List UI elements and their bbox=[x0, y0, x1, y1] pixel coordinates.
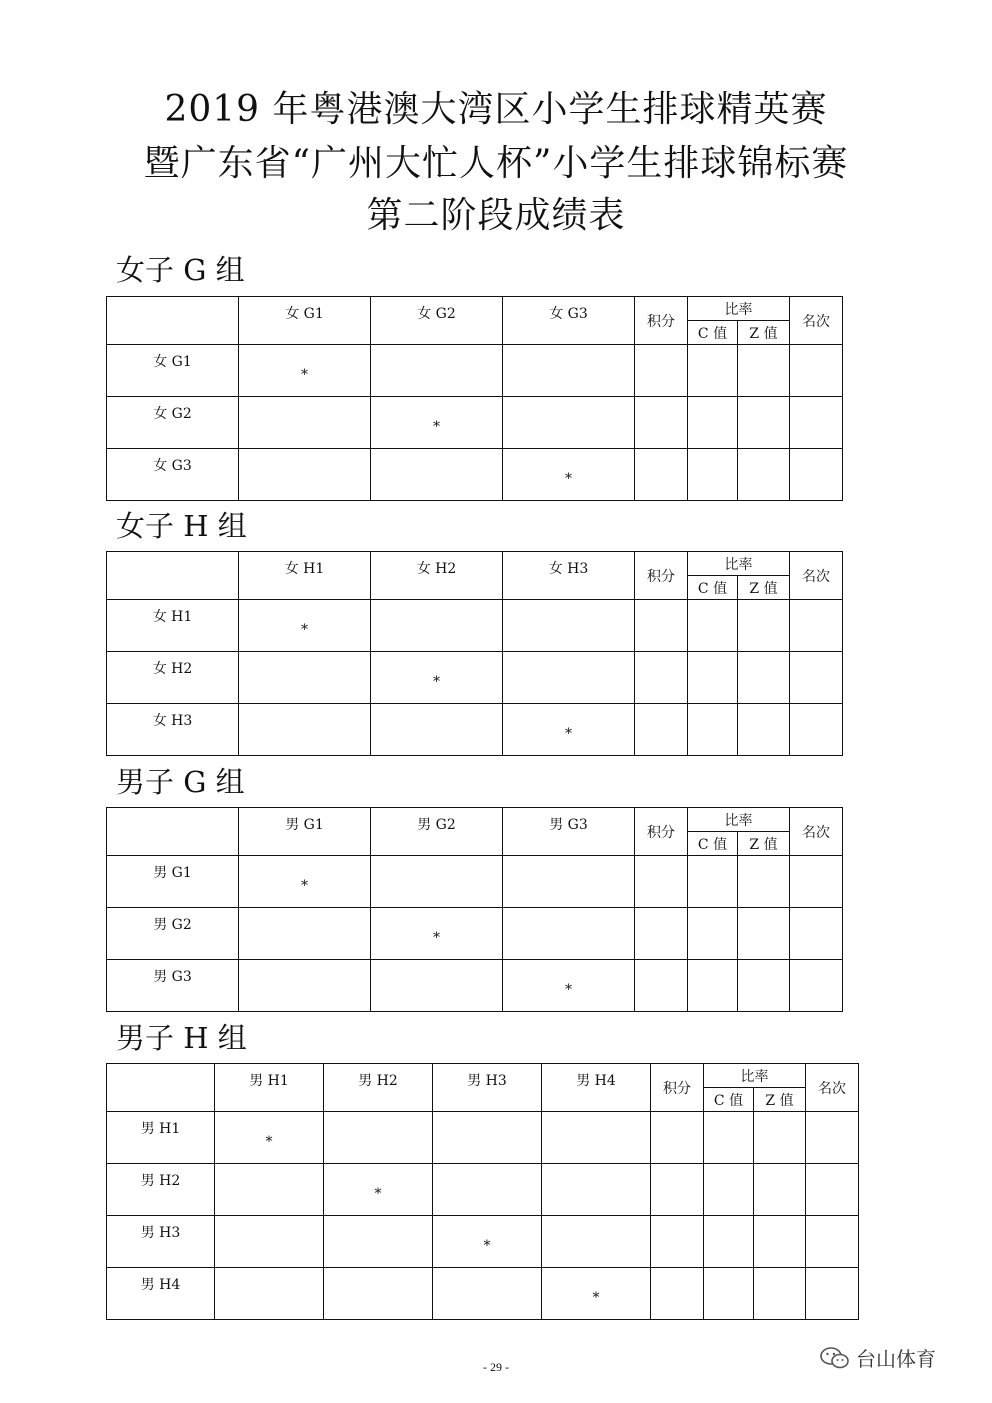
watermark bbox=[820, 1343, 936, 1372]
score-table bbox=[106, 807, 843, 1012]
score-cell bbox=[215, 1164, 324, 1216]
score-cell bbox=[503, 397, 635, 449]
z-value-cell bbox=[738, 704, 790, 756]
group-title: 男子 H 组 bbox=[116, 1021, 247, 1055]
c-value-cell bbox=[704, 1164, 754, 1216]
c-value-header: C 值 bbox=[688, 832, 738, 856]
column-header-team: 男 H1 bbox=[215, 1064, 324, 1112]
c-value-header: C 值 bbox=[688, 576, 738, 600]
rank-cell bbox=[806, 1112, 859, 1164]
column-header-team: 男 H2 bbox=[324, 1064, 433, 1112]
z-value-cell bbox=[738, 345, 790, 397]
self-match-mark: * bbox=[503, 960, 635, 1012]
group-title: 女子 G 组 bbox=[116, 253, 245, 287]
score-cell bbox=[503, 856, 635, 908]
wechat-icon bbox=[820, 1346, 850, 1370]
column-header-team: 女 G1 bbox=[239, 297, 371, 345]
score-cell bbox=[239, 397, 371, 449]
corner-cell bbox=[107, 552, 239, 600]
rank-cell bbox=[790, 908, 843, 960]
c-value-cell bbox=[704, 1216, 754, 1268]
page-number: - 29 - bbox=[483, 1360, 509, 1374]
rank-cell bbox=[790, 960, 843, 1012]
row-header-team: 男 G2 bbox=[107, 908, 239, 960]
c-value-cell bbox=[688, 397, 738, 449]
points-cell bbox=[635, 908, 688, 960]
points-cell bbox=[635, 397, 688, 449]
ratio-header: 比率 bbox=[688, 808, 790, 832]
c-value-header: C 值 bbox=[688, 321, 738, 345]
rank-header: 名次 bbox=[790, 808, 843, 856]
points-cell bbox=[651, 1216, 704, 1268]
score-cell bbox=[371, 449, 503, 501]
row-header-team: 女 G3 bbox=[107, 449, 239, 501]
table-row bbox=[107, 1164, 859, 1216]
row-header-team: 男 H2 bbox=[107, 1164, 215, 1216]
points-header: 积分 bbox=[635, 297, 688, 345]
score-cell bbox=[503, 908, 635, 960]
row-header-team: 男 H3 bbox=[107, 1216, 215, 1268]
score-cell bbox=[371, 856, 503, 908]
score-cell bbox=[324, 1268, 433, 1320]
table-row bbox=[107, 1112, 859, 1164]
row-header-team: 女 G1 bbox=[107, 345, 239, 397]
z-value-cell bbox=[738, 856, 790, 908]
row-header-team: 女 G2 bbox=[107, 397, 239, 449]
table-row bbox=[107, 856, 843, 908]
column-header-team: 男 G2 bbox=[371, 808, 503, 856]
row-header-team: 男 G3 bbox=[107, 960, 239, 1012]
score-cell bbox=[433, 1164, 542, 1216]
rank-cell bbox=[790, 856, 843, 908]
column-header-team: 女 H2 bbox=[371, 552, 503, 600]
row-header-team: 女 H3 bbox=[107, 704, 239, 756]
score-cell bbox=[542, 1164, 651, 1216]
rank-cell bbox=[790, 397, 843, 449]
column-header-team: 女 G2 bbox=[371, 297, 503, 345]
rank-cell bbox=[806, 1216, 859, 1268]
c-value-cell bbox=[688, 345, 738, 397]
z-value-cell bbox=[738, 449, 790, 501]
self-match-mark: * bbox=[215, 1112, 324, 1164]
rank-cell bbox=[790, 600, 843, 652]
table-row bbox=[107, 397, 843, 449]
c-value-cell bbox=[688, 908, 738, 960]
z-value-header: Z 值 bbox=[754, 1088, 806, 1112]
self-match-mark: * bbox=[239, 345, 371, 397]
score-cell bbox=[324, 1216, 433, 1268]
c-value-cell bbox=[688, 600, 738, 652]
group-title: 女子 H 组 bbox=[116, 509, 247, 543]
self-match-mark: * bbox=[433, 1216, 542, 1268]
title-line-3: 第二阶段成绩表 bbox=[366, 195, 626, 236]
score-cell bbox=[215, 1216, 324, 1268]
c-value-cell bbox=[704, 1268, 754, 1320]
header-row bbox=[107, 552, 843, 576]
z-value-header: Z 值 bbox=[738, 832, 790, 856]
self-match-mark: * bbox=[371, 652, 503, 704]
z-value-header: Z 值 bbox=[738, 576, 790, 600]
table-row bbox=[107, 1268, 859, 1320]
c-value-cell bbox=[688, 960, 738, 1012]
c-value-cell bbox=[688, 652, 738, 704]
z-value-cell bbox=[738, 397, 790, 449]
score-table bbox=[106, 296, 843, 501]
z-value-cell bbox=[754, 1112, 806, 1164]
score-cell bbox=[215, 1268, 324, 1320]
row-header-team: 男 H1 bbox=[107, 1112, 215, 1164]
header-row bbox=[107, 1064, 859, 1088]
rank-header: 名次 bbox=[790, 552, 843, 600]
score-table bbox=[106, 1063, 859, 1320]
corner-cell bbox=[107, 297, 239, 345]
points-header: 积分 bbox=[635, 808, 688, 856]
group-title: 男子 G 组 bbox=[116, 765, 245, 799]
score-table bbox=[106, 551, 843, 756]
score-cell bbox=[371, 345, 503, 397]
score-cell bbox=[239, 960, 371, 1012]
points-cell bbox=[635, 704, 688, 756]
score-cell bbox=[239, 704, 371, 756]
score-cell bbox=[239, 908, 371, 960]
score-cell bbox=[542, 1216, 651, 1268]
rank-cell bbox=[790, 704, 843, 756]
score-cell bbox=[503, 600, 635, 652]
column-header-team: 男 G3 bbox=[503, 808, 635, 856]
header-row bbox=[107, 297, 843, 321]
z-value-cell bbox=[738, 960, 790, 1012]
z-value-cell bbox=[738, 908, 790, 960]
rank-cell bbox=[790, 449, 843, 501]
points-cell bbox=[635, 960, 688, 1012]
self-match-mark: * bbox=[371, 397, 503, 449]
z-value-cell bbox=[754, 1268, 806, 1320]
score-cell bbox=[542, 1112, 651, 1164]
rank-cell bbox=[806, 1164, 859, 1216]
self-match-mark: * bbox=[503, 449, 635, 501]
row-header-team: 女 H2 bbox=[107, 652, 239, 704]
c-value-cell bbox=[688, 704, 738, 756]
header-row bbox=[107, 808, 843, 832]
score-cell bbox=[324, 1112, 433, 1164]
ratio-header: 比率 bbox=[704, 1064, 806, 1088]
z-value-cell bbox=[754, 1164, 806, 1216]
corner-cell bbox=[107, 1064, 215, 1112]
score-cell bbox=[371, 704, 503, 756]
self-match-mark: * bbox=[503, 704, 635, 756]
row-header-team: 女 H1 bbox=[107, 600, 239, 652]
points-header: 积分 bbox=[635, 552, 688, 600]
column-header-team: 男 H4 bbox=[542, 1064, 651, 1112]
c-value-cell bbox=[704, 1112, 754, 1164]
self-match-mark: * bbox=[542, 1268, 651, 1320]
z-value-cell bbox=[738, 652, 790, 704]
self-match-mark: * bbox=[239, 600, 371, 652]
table-row bbox=[107, 960, 843, 1012]
ratio-header: 比率 bbox=[688, 552, 790, 576]
points-cell bbox=[651, 1112, 704, 1164]
score-cell bbox=[239, 449, 371, 501]
rank-header: 名次 bbox=[790, 297, 843, 345]
c-value-header: C 值 bbox=[704, 1088, 754, 1112]
c-value-cell bbox=[688, 449, 738, 501]
column-header-team: 男 G1 bbox=[239, 808, 371, 856]
score-cell bbox=[371, 600, 503, 652]
points-cell bbox=[635, 856, 688, 908]
score-cell bbox=[433, 1268, 542, 1320]
corner-cell bbox=[107, 808, 239, 856]
table-row bbox=[107, 600, 843, 652]
rank-cell bbox=[790, 652, 843, 704]
c-value-cell bbox=[688, 856, 738, 908]
title-line-1: 2019 年粤港澳大湾区小学生排球精英赛 bbox=[164, 89, 828, 130]
table-row bbox=[107, 652, 843, 704]
score-cell bbox=[371, 960, 503, 1012]
z-value-header: Z 值 bbox=[738, 321, 790, 345]
column-header-team: 女 G3 bbox=[503, 297, 635, 345]
score-cell bbox=[433, 1112, 542, 1164]
self-match-mark: * bbox=[324, 1164, 433, 1216]
column-header-team: 男 H3 bbox=[433, 1064, 542, 1112]
points-cell bbox=[651, 1268, 704, 1320]
score-cell bbox=[239, 652, 371, 704]
column-header-team: 女 H3 bbox=[503, 552, 635, 600]
table-row bbox=[107, 449, 843, 501]
points-header: 积分 bbox=[651, 1064, 704, 1112]
score-cell bbox=[503, 345, 635, 397]
table-row bbox=[107, 704, 843, 756]
watermark-text: 台山体育 bbox=[856, 1347, 936, 1371]
score-cell bbox=[503, 652, 635, 704]
z-value-cell bbox=[738, 600, 790, 652]
points-cell bbox=[635, 600, 688, 652]
title-line-2: 暨广东省“广州大忙人杯”小学生排球锦标赛 bbox=[143, 143, 849, 184]
row-header-team: 男 H4 bbox=[107, 1268, 215, 1320]
column-header-team: 女 H1 bbox=[239, 552, 371, 600]
row-header-team: 男 G1 bbox=[107, 856, 239, 908]
self-match-mark: * bbox=[371, 908, 503, 960]
ratio-header: 比率 bbox=[688, 297, 790, 321]
table-row bbox=[107, 908, 843, 960]
points-cell bbox=[651, 1164, 704, 1216]
self-match-mark: * bbox=[239, 856, 371, 908]
z-value-cell bbox=[754, 1216, 806, 1268]
table-row bbox=[107, 1216, 859, 1268]
points-cell bbox=[635, 345, 688, 397]
rank-cell bbox=[806, 1268, 859, 1320]
rank-header: 名次 bbox=[806, 1064, 859, 1112]
points-cell bbox=[635, 652, 688, 704]
points-cell bbox=[635, 449, 688, 501]
table-row bbox=[107, 345, 843, 397]
rank-cell bbox=[790, 345, 843, 397]
